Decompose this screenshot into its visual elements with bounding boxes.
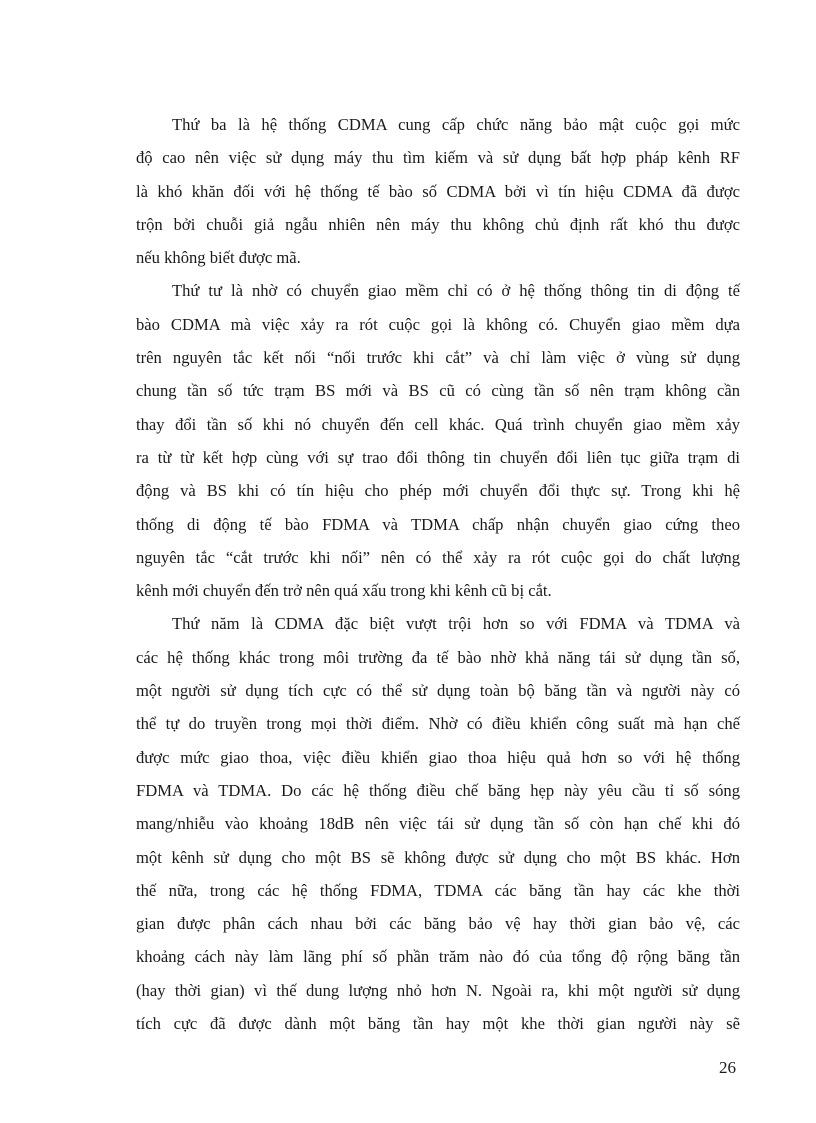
- text-line: (hay thời gian) vì thế dung lượng nhỏ hơn N. Ngoài ra, khi một người sử dụng: [136, 980, 740, 1000]
- text-line: là khó khăn đối với hệ thống tế bào số CDMA bởi vì tín hiệu CDMA đã được: [136, 181, 740, 201]
- text-line: nguyên tắc “cắt trước khi nối” nên có thể xảy ra rót cuộc gọi do chất lượng: [136, 547, 740, 567]
- text-line: thế nữa, trong các hệ thống FDMA, TDMA các băng tần hay các khe thời: [136, 880, 740, 900]
- text-line: trộn bởi chuỗi giả ngẫu nhiên nên máy thu không chủ định rất khó thu được: [136, 214, 740, 234]
- text-line: Thứ ba là hệ thống CDMA cung cấp chức năng bảo mật cuộc gọi mức: [172, 115, 740, 134]
- text-line: ra từ từ kết hợp cùng với sự trao đổi thông tin chuyển đổi liên tục giữa trạm di: [136, 447, 740, 467]
- paragraph-soft-handoff: [136, 274, 740, 607]
- text-line: độ cao nên việc sử dụng máy thu tìm kiếm và sử dụng bất hợp pháp kênh RF: [136, 148, 740, 168]
- text-line: động và BS khi có tín hiệu cho phép mới chuyển đổi thực sự. Trong khi hệ: [136, 481, 740, 501]
- text-line: trên nguyên tắc kết nối “nối trước khi cắt” và chỉ làm việc ở vùng sử dụng: [136, 348, 740, 368]
- page-number: 26: [719, 1058, 736, 1077]
- text-line: chung tần số tức trạm BS mới và BS cũ có cùng tần số nên trạm không cần: [136, 381, 740, 401]
- text-line: tích cực đã được dành một băng tần hay một khe thời gian người này sẽ: [136, 1014, 740, 1034]
- body-text: [136, 108, 740, 1040]
- paragraph-frequency-reuse: [136, 607, 740, 1040]
- text-line: Thứ tư là nhờ có chuyển giao mềm chỉ có ở hệ thống thông tin di động tế: [172, 281, 740, 301]
- paragraph-security: [136, 108, 740, 274]
- text-line: thống di động tế bào FDMA và TDMA chấp nhận chuyển giao cứng theo: [136, 514, 740, 534]
- text-line: được mức giao thoa, việc điều khiển giao thoa hiệu quả hơn so với hệ thống: [136, 747, 740, 767]
- text-line: thể tự do truyền trong mọi thời điểm. Nhờ có điều khiển công suất mà hạn chế: [136, 714, 740, 734]
- text-line: khoảng cách này làm lãng phí số phần trăm nào đó của tổng độ rộng băng tần: [136, 947, 740, 967]
- text-line: gian được phân cách nhau bởi các băng bảo vệ hay thời gian bảo vệ, các: [136, 914, 740, 934]
- text-line: Thứ năm là CDMA đặc biệt vượt trội hơn so với FDMA và TDMA và: [172, 614, 740, 634]
- text-line: FDMA và TDMA. Do các hệ thống điều chế băng hẹp này yêu cầu tỉ số sóng: [136, 780, 740, 800]
- text-line: các hệ thống khác trong môi trường đa tế bào nhờ khả năng tái sử dụng tần số,: [136, 647, 740, 667]
- text-line: một người sử dụng tích cực có thể sử dụng toàn bộ băng tần và người này có: [136, 681, 740, 701]
- text-line: bào CDMA mà việc xảy ra rót cuộc gọi là không có. Chuyển giao mềm dựa: [136, 314, 740, 334]
- text-line: kênh mới chuyển đến trở nên quá xấu trong khi kênh cũ bị cắt.: [136, 581, 552, 601]
- text-line: nếu không biết được mã.: [136, 248, 301, 268]
- text-line: một kênh sử dụng cho một BS sẽ không được sử dụng cho một BS khác. Hơn: [136, 847, 740, 867]
- text-line: mang/nhiễu vào khoảng 18dB nên việc tái sử dụng tần số còn hạn chế khi đó: [136, 814, 740, 834]
- text-line: thay đổi tần số khi nó chuyển đến cell khác. Quá trình chuyển giao mềm xảy: [136, 414, 740, 434]
